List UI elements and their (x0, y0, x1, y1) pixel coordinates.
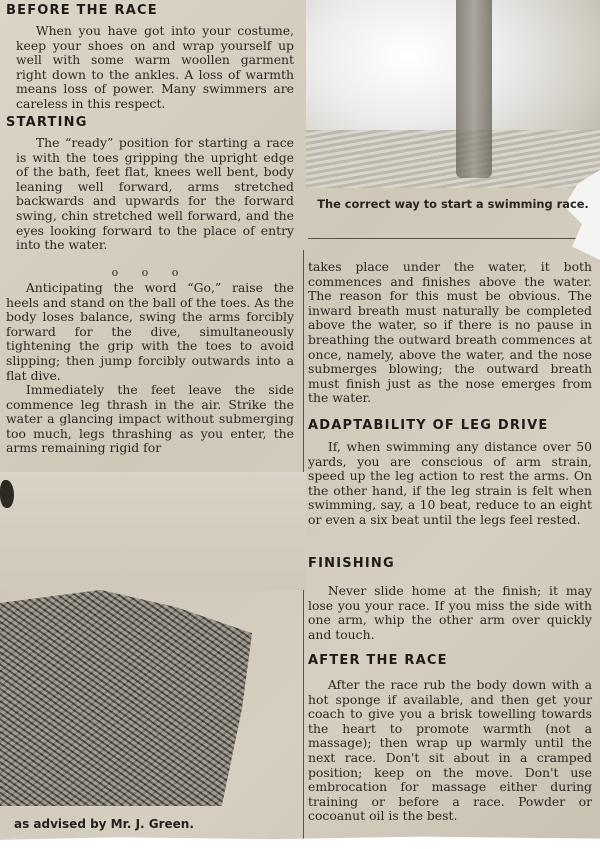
paper-edge (0, 836, 600, 849)
photo-water (306, 130, 600, 188)
caption-rule (308, 238, 600, 239)
paragraph-starting-ready: The “ready” position for starting a race is with the toes gripping the upright edge of the bath, feet flat, knees well bent, body leaning well forward, arms stretched backwards and upwards for the forward swing, chin stretched well forward, and the eyes looking forward to the place of entry into the water. (16, 135, 294, 253)
photo-dark-mark (0, 480, 14, 508)
paragraph-breathing: takes place under the water, it both commences and finishes above the water. The reason for this must be obvious. The inward breath must naturally be completed above the water, so if there is no pause in breathing the outward breath commences at once, namely, above the water, and the nose submerges blowing; the outward breath must finish just as the nose emerges from the water. (308, 259, 592, 406)
heading-finishing: FINISHING (308, 556, 395, 571)
paragraph-before-race: When you have got into your costume, keep your shoes on and wrap yourself up well with some warm woollen garment right down to the ankles. A loss of warmth means loss of power. Many swimmers are careless in this respect. (16, 23, 294, 111)
heading-adaptability: ADAPTABILITY OF LEG DRIVE (308, 418, 549, 433)
caption-top-photo: The correct way to start a swimming race. (317, 197, 589, 211)
paragraph-starting-feet: Immediately the feet leave the side commence leg thrash in the air. Strike the water a glancing impact without submerging too much, legs thrashing as you enter, the arms remaining rigid for (6, 382, 294, 456)
section-divider: o o o (111, 266, 189, 279)
photo-figure (456, 0, 492, 178)
paragraph-finishing: Never slide home at the finish; it may lose you your race. If you miss the side with one arm, whip the other arm over quickly and touch. (308, 583, 592, 642)
photo-swimmer-figure (0, 590, 252, 806)
heading-after-race: AFTER THE RACE (308, 653, 448, 668)
heading-before-race: BEFORE THE RACE (6, 3, 158, 18)
caption-bottom-photo: as advised by Mr. J. Green. (14, 817, 194, 831)
photo-swimmer (0, 472, 306, 817)
paragraph-adaptability: If, when swimming any distance over 50 yards, you are conscious of arm strain, speed up the leg action to rest the arms. On the other hand, if the leg strain is felt when swimming, say, a 10 beat, reduce to an eight or even a six beat until the legs feel rested. (308, 439, 592, 527)
photo-swimming-start (306, 0, 600, 188)
paragraph-starting-go: Anticipating the word “Go,” raise the heels and stand on the ball of the toes. As the body loses balance, swing the arms forcibly forward for the dive, simultaneously tightening the grip with the toes to avoid slipping; then jump forcibly outwards into a flat dive. (6, 280, 294, 383)
heading-starting: STARTING (6, 115, 88, 130)
photo-background (0, 472, 306, 590)
paragraph-after-race: After the race rub the body down with a hot sponge if available, and then get your coach to give you a brisk towelling towards the heart to promote warmth (not a massage); then wrap up warmly until the next race. Don't sit about in a cramped position; keep on the move. Don't use embrocation for massage either during training or before a race. Powder or cocoanut oil is the best. (308, 677, 592, 824)
